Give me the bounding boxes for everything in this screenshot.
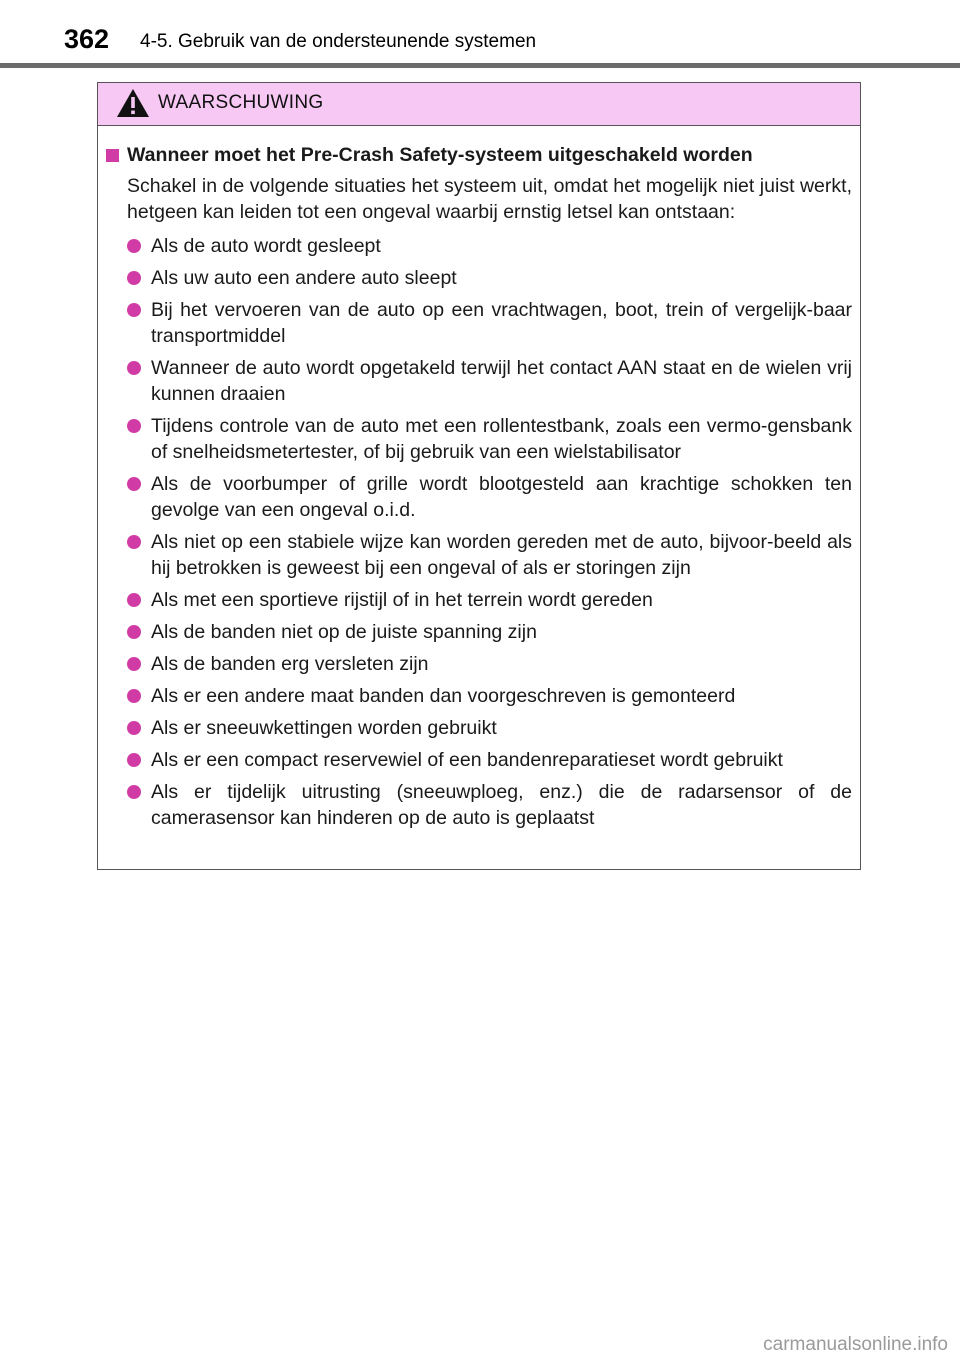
bullet-dot-icon bbox=[127, 753, 141, 767]
list-item: Als de banden niet op de juiste spanning zijn bbox=[127, 619, 852, 645]
watermark: carmanualsonline.info bbox=[763, 1334, 948, 1355]
bullet-dot-icon bbox=[127, 721, 141, 735]
list-item: Als de banden erg versleten zijn bbox=[127, 651, 852, 677]
list-item: Als er een compact reservewiel of een bandenreparatieset wordt gebruikt bbox=[127, 747, 852, 773]
list-item: Als er sneeuwkettingen worden gebruikt bbox=[127, 715, 852, 741]
square-bullet-icon bbox=[106, 149, 119, 162]
chapter-title: 4-5. Gebruik van de ondersteunende systemen bbox=[140, 31, 537, 52]
bullet-dot-icon bbox=[127, 239, 141, 253]
warning-box bbox=[97, 82, 861, 870]
bullet-dot-icon bbox=[127, 303, 141, 317]
bullet-dot-icon bbox=[127, 477, 141, 491]
header-divider bbox=[0, 63, 960, 68]
bullet-dot-icon bbox=[127, 361, 141, 375]
bullet-list bbox=[106, 233, 852, 831]
list-item: Als met een sportieve rijstijl of in het terrein wordt gereden bbox=[127, 587, 852, 613]
list-item: Als uw auto een andere auto sleept bbox=[127, 265, 852, 291]
warning-triangle-icon bbox=[116, 87, 150, 119]
list-item: Als de voorbumper of grille wordt blootgesteld aan krachtige schokken ten gevolge van een ongeval o.i.d. bbox=[127, 471, 852, 523]
warning-header bbox=[98, 83, 860, 126]
bullet-dot-icon bbox=[127, 271, 141, 285]
bullet-dot-icon bbox=[127, 419, 141, 433]
list-item: Als er tijdelijk uitrusting (sneeuwploeg, enz.) die de radarsensor of de camerasensor kan hinderen op de auto is geplaatst bbox=[127, 779, 852, 831]
list-item: Als niet op een stabiele wijze kan worden gereden met de auto, bijvoor-beeld als hij betrokken is geweest bij een ongeval of als er storingen zijn bbox=[127, 529, 852, 581]
bullet-dot-icon bbox=[127, 785, 141, 799]
bullet-dot-icon bbox=[127, 689, 141, 703]
intro-paragraph: Schakel in de volgende situaties het systeem uit, omdat het mogelijk niet juist werkt, hetgeen kan leiden tot een ongeval waarbij ernstig letsel kan ontstaan: bbox=[127, 175, 852, 223]
bullet-dot-icon bbox=[127, 535, 141, 549]
list-item: Tijdens controle van de auto met een rollentestbank, zoals een vermo-gensbank of snelheidsmetertester, of bij gebruik van een wielstabilisator bbox=[127, 413, 852, 465]
section-heading-text: Wanneer moet het Pre-Crash Safety-systeem uitgeschakeld worden bbox=[127, 144, 753, 166]
list-item: Bij het vervoeren van de auto op een vrachtwagen, boot, trein of vergelijk-baar transportmiddel bbox=[127, 297, 852, 349]
bullet-dot-icon bbox=[127, 593, 141, 607]
list-item: Als er een andere maat banden dan voorgeschreven is gemonteerd bbox=[127, 683, 852, 709]
bullet-dot-icon bbox=[127, 625, 141, 639]
list-item: Als de auto wordt gesleept bbox=[127, 233, 852, 259]
page-header bbox=[0, 0, 960, 70]
warning-label: WAARSCHUWING bbox=[158, 92, 324, 113]
bullet-dot-icon bbox=[127, 657, 141, 671]
section-heading bbox=[106, 144, 852, 167]
list-item: Wanneer de auto wordt opgetakeld terwijl het contact AAN staat en de wielen vrij kunnen draaien bbox=[127, 355, 852, 407]
warning-body bbox=[98, 126, 860, 831]
page-number: 362 bbox=[64, 24, 110, 54]
